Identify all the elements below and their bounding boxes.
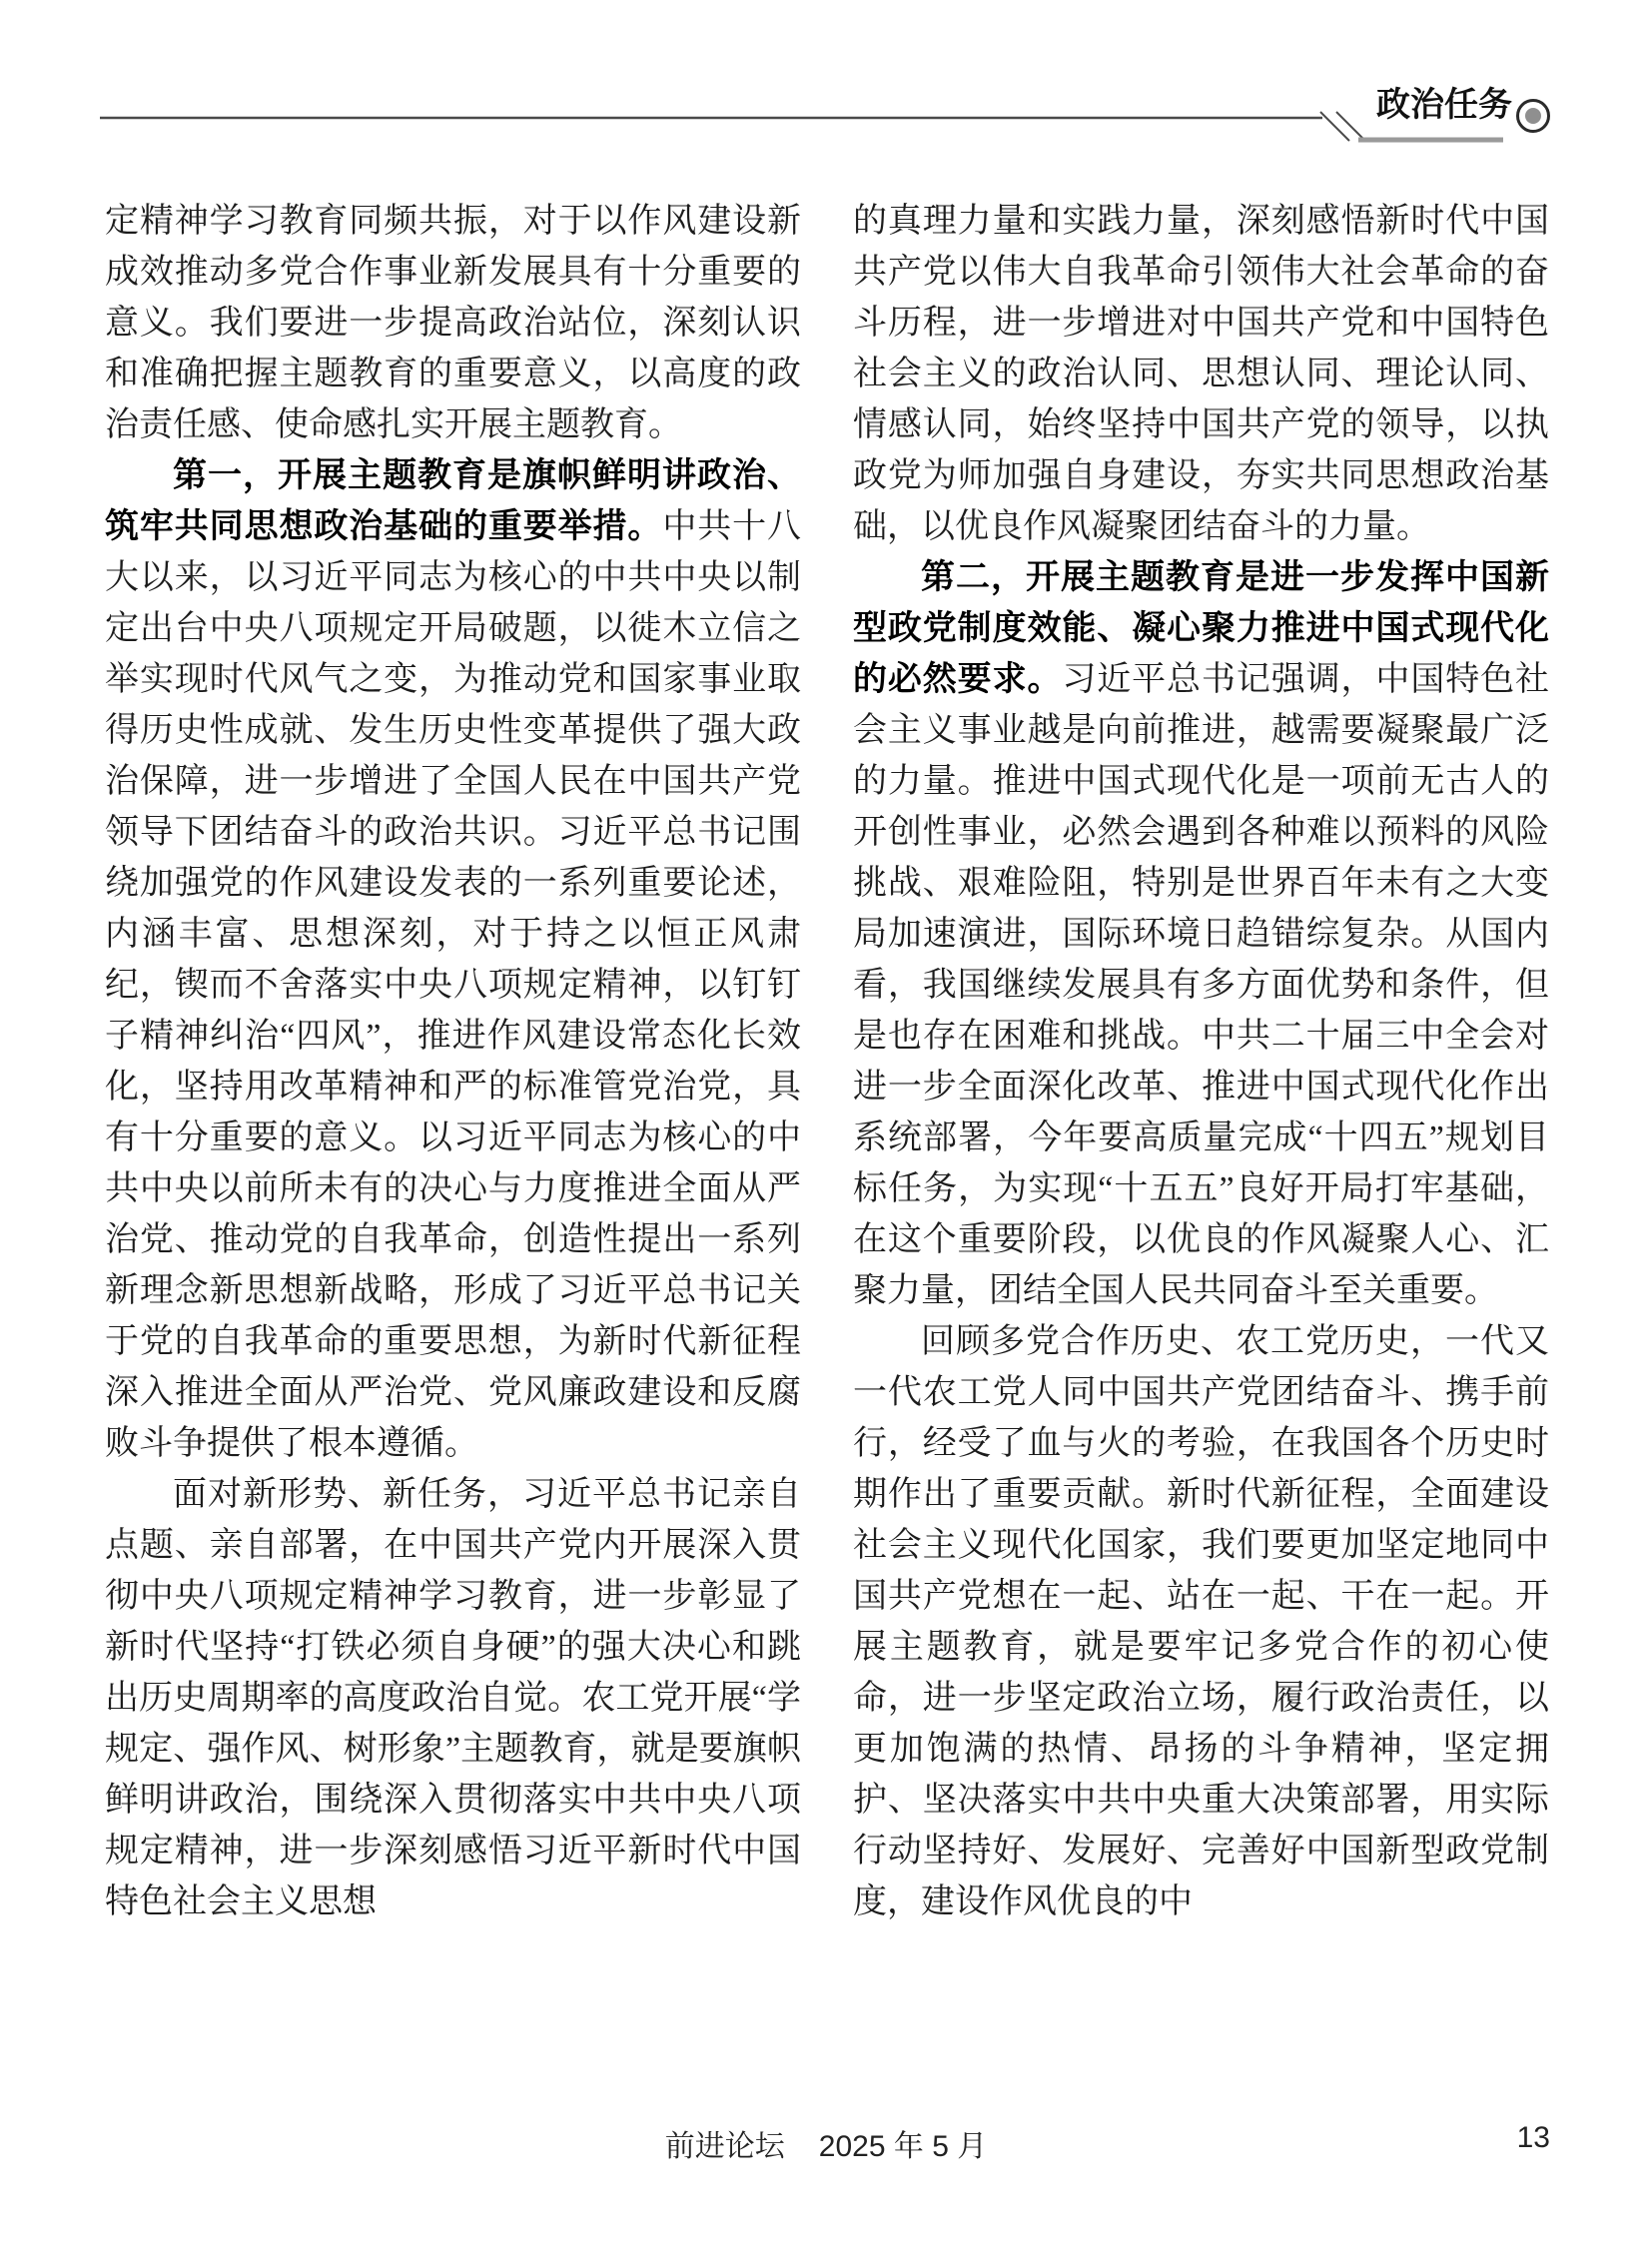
section-marker-dot [1525,108,1541,124]
column-left [105,196,801,1927]
section-marker-icon [1516,99,1550,133]
paragraph: 第一，开展主题教育是旗帜鲜明讲政治、筑牢共同思想政治基础的重要举措。中共十八大以来，以习近平同志为核心的中共中央以制定出台中央八项规定开局破题，以徙木立信之举实现时代风气之变，为推动党和国家事业取得历史性成就、发生历史性变革提供了强大政治保障，进一步增进了全国人民在中国共产党领导下团结奋斗的政治共识。习近平总书记围绕加强党的作风建设发表的一系列重要论述，内涵丰富、思想深刻，对于持之以恒正风肃纪，锲而不舍落实中央八项规定精神，以钉钉子精神纠治“四风”，推进作风建设常态化长效化，坚持用改革精神和严的标准管党治党，具有十分重要的意义。以习近平同志为核心的中共中央以前所未有的决心与力度推进全面从严治党、推动党的自我革命，创造性提出一系列新理念新思想新战略，形成了习近平总书记关于党的自我革命的重要思想，为新时代新征程深入推进全面从严治党、党风廉政建设和反腐败斗争提供了根本遵循。 [105,456,802,1462]
paragraph-lead: 第一，开展主题教育是旗帜鲜明讲政治、筑牢共同思想政治基础的重要举措。 [105,456,801,545]
page-number: 13 [1516,2121,1550,2154]
paragraph: 面对新形势、新任务，习近平总书记亲自点题、亲自部署，在中国共产党内开展深入贯彻中央八项规定精神学习教育，进一步彰显了新时代坚持“打铁必须自身硬”的强大决心和跳出历史周期率的高度政治自觉。农工党开展“学规定、强作风、树形象”主题教育，就是要旗帜鲜明讲政治，围绕深入贯彻落实中共中央八项规定精神，进一步深刻感悟习近平新时代中国特色社会主义思想 [105,1476,801,1920]
page-footer [0,2121,1652,2165]
paragraph: 的真理力量和实践力量，深刻感悟新时代中国共产党以伟大自我革命引领伟大社会革命的奋斗历程，进一步增进对中国共产党和中国特色社会主义的政治认同、思想认同、理论认同、情感认同，始终坚持中国共产党的领导，以执政党为师加强自身建设，夯实共同思想政治基础，以优良作风凝聚团结奋斗的力量。 [853,203,1549,545]
paragraph: 定精神学习教育同频共振，对于以作风建设新成效推动多党合作事业新发展具有十分重要的意义。我们要进一步提高政治站位，深刻认识和准确把握主题教育的重要意义，以高度的政治责任感、使命感扎实开展主题教育。 [105,203,801,443]
paragraph: 回顾多党合作历史、农工党历史，一代又一代农工党人同中国共产党团结奋斗、携手前行，经受了血与火的考验，在我国各个历史时期作出了重要贡献。新时代新征程，全面建设社会主义现代化国家，我们要更加坚定地同中国共产党想在一起、站在一起、干在一起。开展主题教育，就是要牢记多党合作的初心使命，进一步坚定政治立场，履行政治责任，以更加饱满的热情、昂扬的斗争精神，坚定拥护、坚决落实中共中央重大决策部署，用实际行动坚持好、发展好、完善好中国新型政党制度，建设作风优良的中 [853,1323,1549,1920]
column-right [853,196,1549,1927]
header-rule [0,0,1652,170]
journal-name: 前进论坛 [664,2130,785,2163]
section-label: 政治任务 [1376,86,1512,124]
article-body [105,196,1550,1927]
issue-date: 2025 年 5 月 [818,2130,988,2163]
paragraph: 第二，开展主题教育是进一步发挥中国新型政党制度效能、凝心聚力推进中国式现代化的必然要求。习近平总书记强调，中国特色社会主义事业越是向前推进，越需要凝聚最广泛的力量。推进中国式现代化是一项前无古人的开创性事业，必然会遇到各种难以预料的风险挑战、艰难险阻，特别是世界百年未有之大变局加速演进，国际环境日趋错综复杂。从国内看，我国继续发展具有多方面优势和条件，但是也存在困难和挑战。中共二十届三中全会对进一步全面深化改革、推进中国式现代化作出系统部署，今年要高质量完成“十四五”规划目标任务，为实现“十五五”良好开局打牢基础，在这个重要阶段，以优良的作风凝聚人心、汇聚力量，团结全国人民共同奋斗至关重要。 [853,558,1550,1309]
paragraph-lead: 第二，开展主题教育是进一步发挥中国新型政党制度效能、凝心聚力推进中国式现代化的必然要求。 [853,558,1549,698]
